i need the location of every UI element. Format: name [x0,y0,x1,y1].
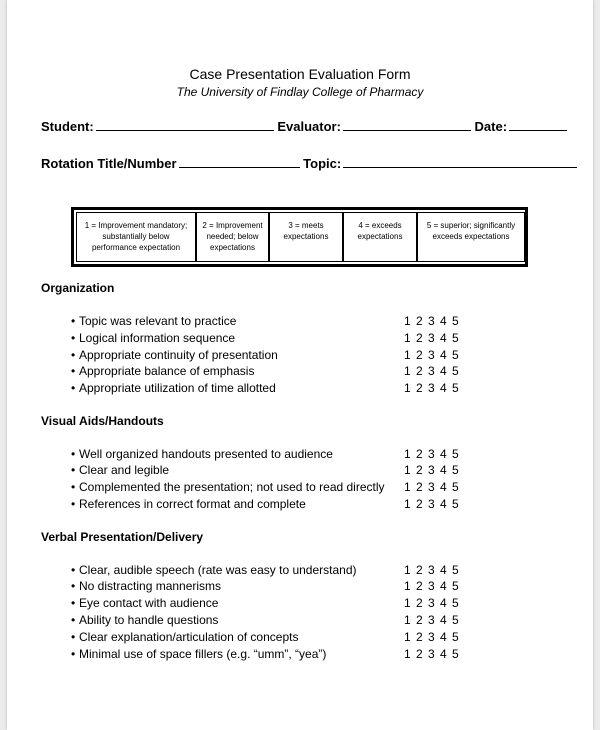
rating-scale[interactable]: 1 2 3 4 5 [404,381,460,395]
topic-field[interactable] [343,156,577,168]
list-item: • Ability to handle questions [71,613,219,627]
scale-3: 3 = meets expectations [269,212,343,262]
list-item: • Complemented the presentation; not used to read directly [71,480,385,494]
bullet-icon: • [71,647,76,661]
rotation-topic-row [41,156,577,171]
bullet-icon: • [71,364,76,378]
rating-scale-legend [71,207,528,267]
rating-scale[interactable]: 1 2 3 4 5 [404,647,460,661]
student-evaluator-date-row [41,119,567,134]
date-field[interactable] [509,119,567,131]
scale-2: 2 = Improvement needed; below expectations [196,212,269,262]
list-item: • No distracting mannerisms [71,579,222,593]
bullet-icon: • [71,613,76,627]
scale-1: 1 = Improvement mandatory; substantially below performance expectation [76,212,196,262]
list-item: • Eye contact with audience [71,596,219,610]
list-item: • Appropriate balance of emphasis [71,364,255,378]
rating-scale[interactable]: 1 2 3 4 5 [404,331,460,345]
rating-scale[interactable]: 1 2 3 4 5 [404,579,460,593]
list-item: • Topic was relevant to practice [71,314,237,328]
list-item: • Clear and legible [71,463,170,477]
rating-scale[interactable]: 1 2 3 4 5 [404,364,460,378]
list-item: • Appropriate continuity of presentation [71,348,278,362]
rating-scale[interactable]: 1 2 3 4 5 [404,630,460,644]
rating-scale[interactable]: 1 2 3 4 5 [404,563,460,577]
bullet-icon: • [71,596,76,610]
section-title-organization: Organization [41,281,115,295]
bullet-icon: • [71,381,76,395]
list-item: • References in correct format and complete [71,497,306,511]
rating-scale[interactable]: 1 2 3 4 5 [404,613,460,627]
date-label: Date: [474,119,508,134]
rotation-field[interactable] [179,156,300,168]
bullet-icon: • [71,579,76,593]
evaluator-label: Evaluator: [277,119,341,134]
rating-scale[interactable]: 1 2 3 4 5 [404,480,460,494]
rating-scale[interactable]: 1 2 3 4 5 [404,348,460,362]
topic-label: Topic: [303,156,342,171]
rating-scale[interactable]: 1 2 3 4 5 [404,447,460,461]
evaluator-field[interactable] [343,119,471,131]
form-subtitle: The University of Findlay College of Pharmacy [176,85,424,99]
bullet-icon: • [71,348,76,362]
list-item: • Logical information sequence [71,331,236,345]
bullet-icon: • [71,630,76,644]
bullet-icon: • [71,447,76,461]
bullet-icon: • [71,463,76,477]
rating-scale[interactable]: 1 2 3 4 5 [404,463,460,477]
scale-5: 5 = superior; significantly exceeds expectations [417,212,525,262]
bullet-icon: • [71,331,76,345]
section-title-visual-aids: Visual Aids/Handouts [41,414,164,428]
list-item: • Appropriate utilization of time allotted [71,381,276,395]
bullet-icon: • [71,497,76,511]
bullet-icon: • [71,314,76,328]
rating-scale[interactable]: 1 2 3 4 5 [404,314,460,328]
rating-scale[interactable]: 1 2 3 4 5 [404,497,460,511]
rotation-label: Rotation Title/Number [41,156,177,171]
bullet-icon: • [71,563,76,577]
list-item: • Clear, audible speech (rate was easy to understand) [71,563,357,577]
list-item: • Clear explanation/articulation of concepts [71,630,299,644]
list-item: • Minimal use of space fillers (e.g. “umm”, “yea”) [71,647,327,661]
bullet-icon: • [71,480,76,494]
student-field[interactable] [96,119,274,131]
form-title: Case Presentation Evaluation Form [189,66,411,82]
section-title-verbal-presentation: Verbal Presentation/Delivery [41,530,204,544]
scale-4: 4 = exceeds expectations [343,212,417,262]
student-label: Student: [41,119,94,134]
rating-scale[interactable]: 1 2 3 4 5 [404,596,460,610]
list-item: • Well organized handouts presented to audience [71,447,333,461]
